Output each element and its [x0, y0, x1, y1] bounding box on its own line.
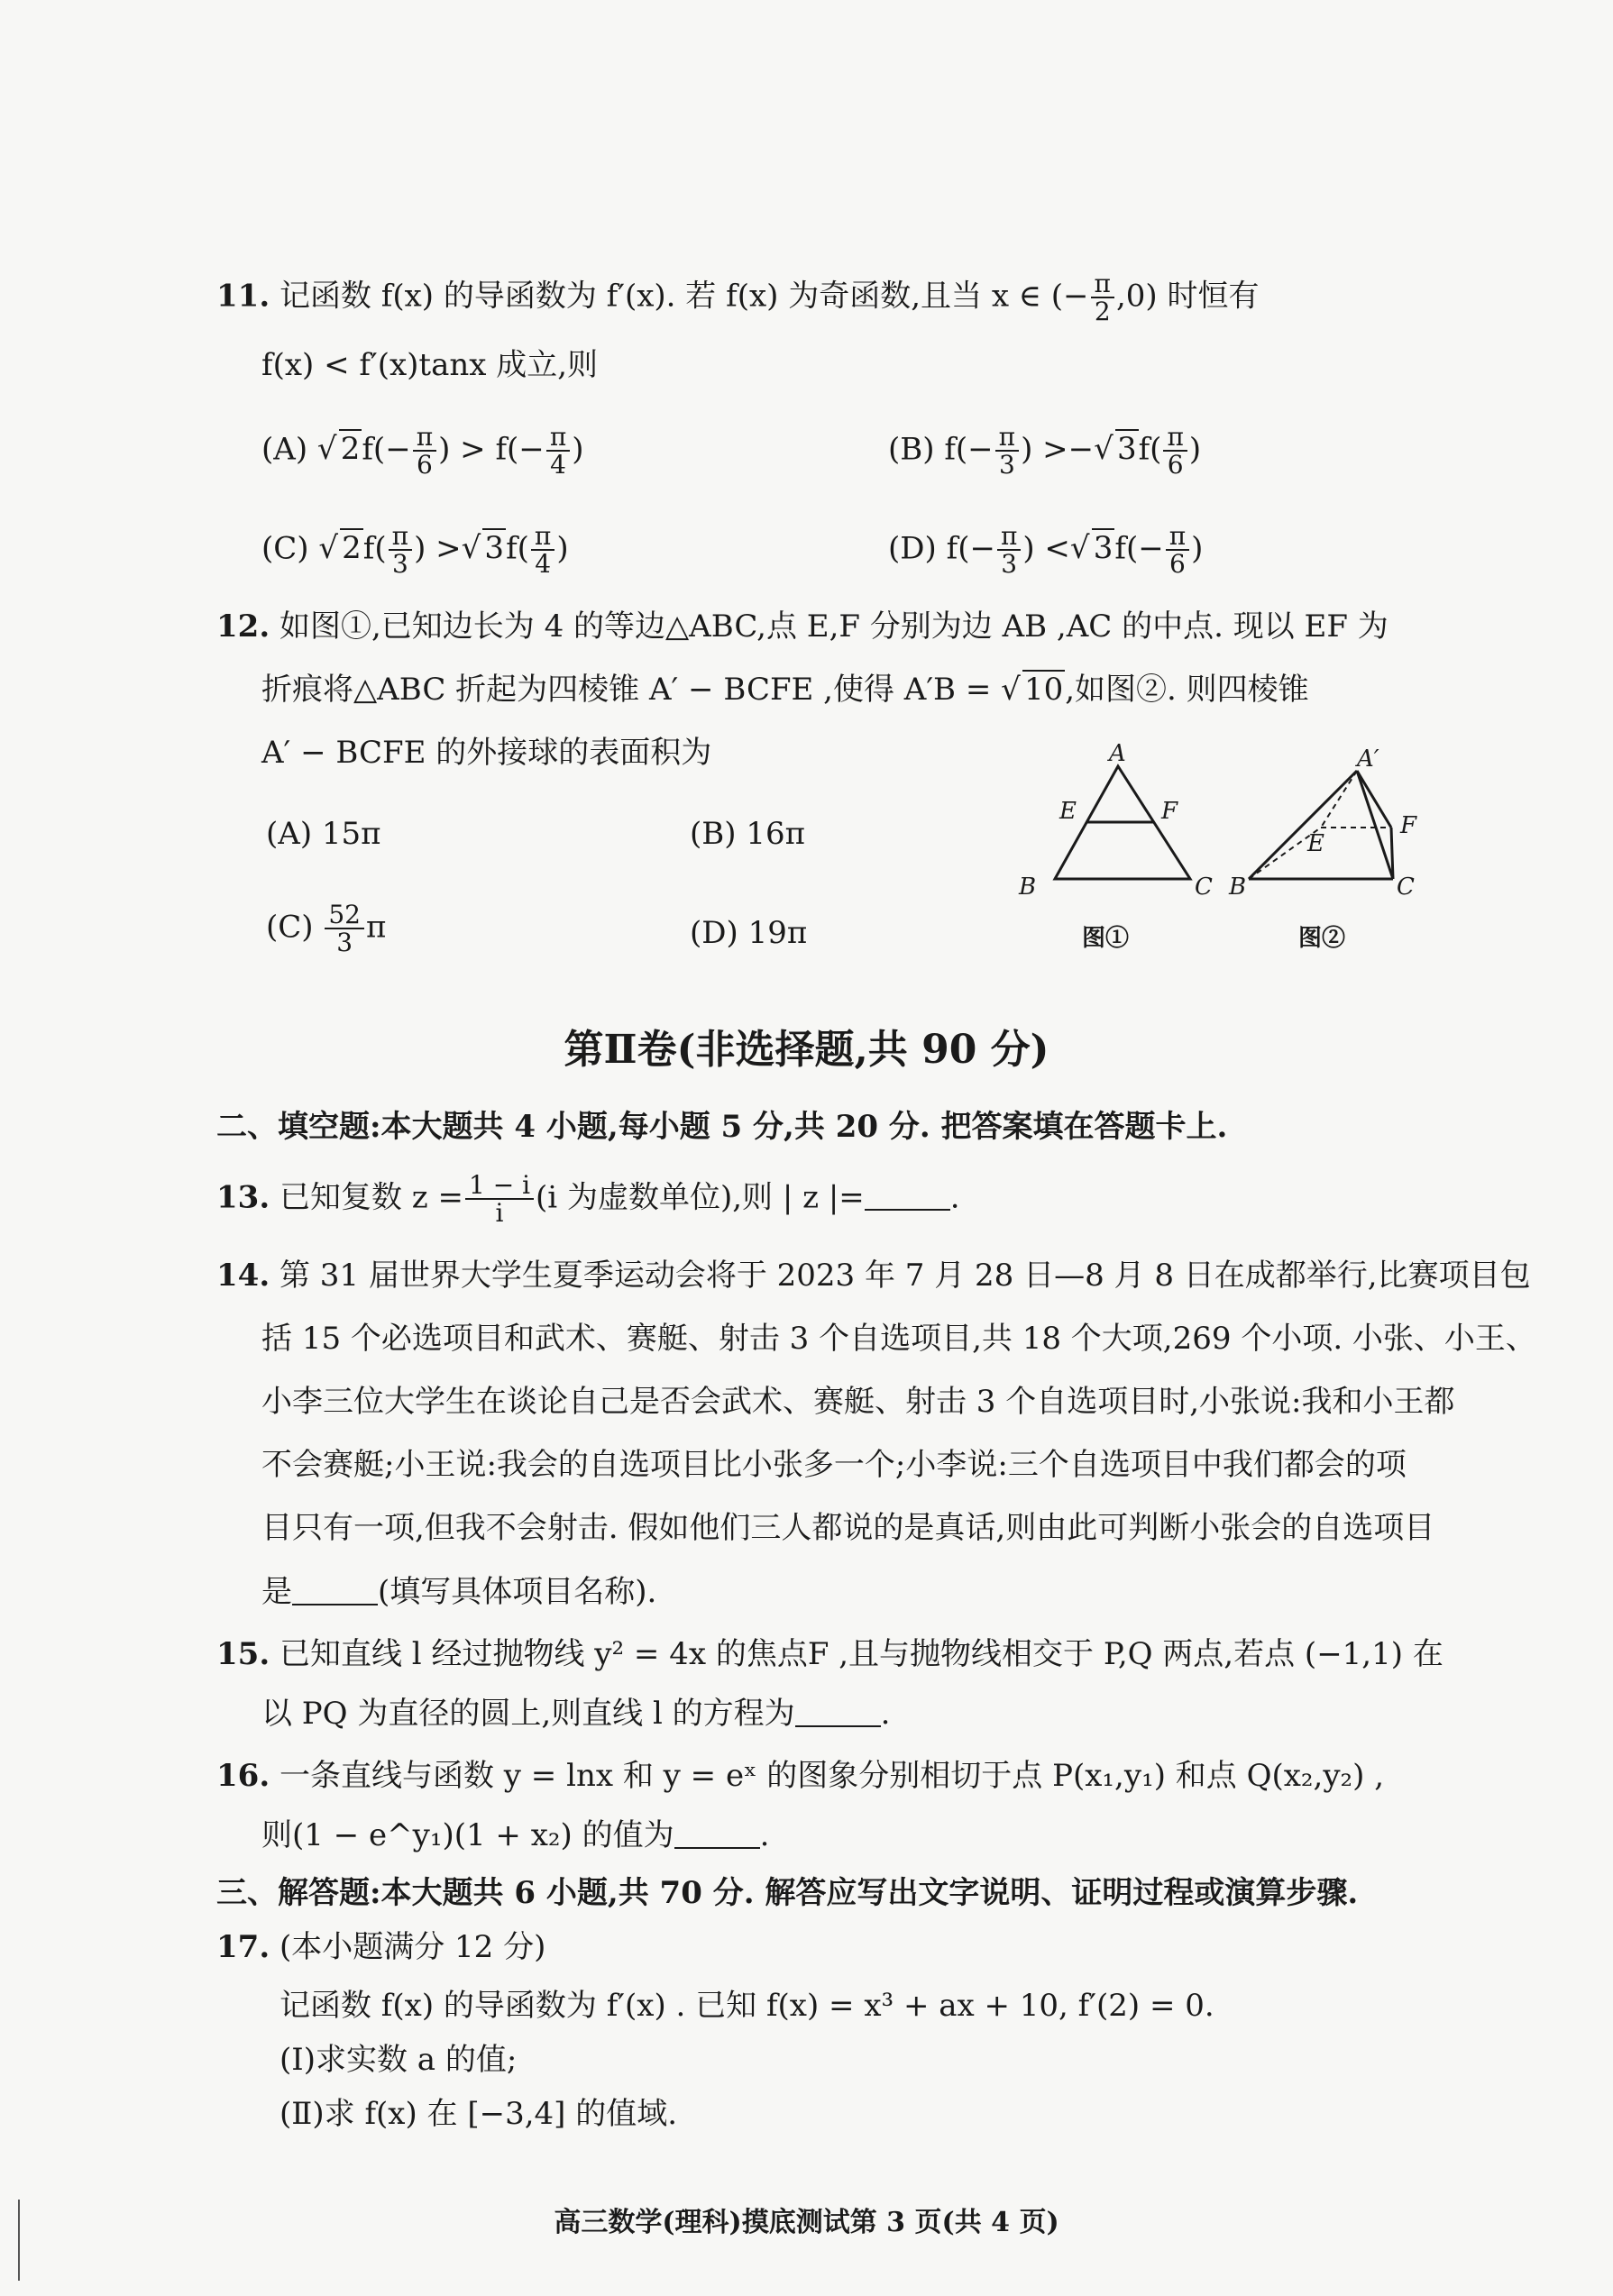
sqrt: √ 10 — [1001, 672, 1065, 709]
label-f: F — [1400, 812, 1417, 839]
q15-number: 15. — [216, 1636, 270, 1672]
q12-option-d: (D) 19π — [690, 915, 808, 951]
q16-end: . — [759, 1817, 770, 1853]
option-label: (C) — [261, 530, 309, 567]
option-label: (C) — [266, 909, 314, 946]
scan-edge-line — [18, 2200, 20, 2281]
q14-line3: 小李三位大学生在谈论自己是否会武术、赛艇、射击 3 个自选项目时,小张说:我和小王都 — [261, 1384, 1455, 1420]
frac-num: π — [1091, 270, 1114, 298]
part-3-heading: 三、解答题:本大题共 6 小题,共 70 分. 解答应写出文字说明、证明过程或演算步骤. — [216, 1875, 1359, 1911]
q16-line2 — [261, 1816, 769, 1854]
fraction: $\frac{\pi}{3}$ — [997, 523, 1021, 578]
expr: f(− — [362, 431, 411, 468]
q13-text: (i 为虚数单位),则 | z |= — [536, 1179, 865, 1216]
fraction: $\frac{\pi}{4}$ — [546, 424, 570, 479]
expr: f(− — [1114, 530, 1164, 567]
q17-part2: (Ⅱ)求 f(x) 在 [−3,4] 的值域. — [280, 2096, 678, 2132]
q12-option-b: (B) 16π — [690, 816, 805, 852]
q12-option-a: (A) 15π — [266, 816, 381, 852]
expr: f(− — [946, 530, 995, 567]
q13-text: 已知复数 z = — [279, 1179, 463, 1216]
q12-text: ,如图②. 则四棱锥 — [1065, 672, 1309, 708]
expr: f( — [362, 530, 387, 567]
expr: ) — [556, 530, 569, 567]
label-e: E — [1059, 798, 1077, 825]
label-e: E — [1307, 830, 1324, 857]
q11-stem1a: 记函数 f(x) 的导函数为 f′(x). 若 f(x) 为奇函数,且当 x ∈ (− — [279, 278, 1089, 315]
expr: ) — [572, 431, 584, 468]
fraction: $\frac{\pi}{6}$ — [1163, 424, 1187, 479]
q11-number: 11. — [216, 278, 270, 315]
frac-den: 2 — [1094, 297, 1111, 327]
q16-text: 则(1 − e^y₁)(1 + x₂) 的值为 — [261, 1817, 674, 1853]
fraction: $\frac{52}{3}$ — [325, 901, 364, 956]
q14-line4: 不会赛艇;小王说:我会的自选项目比小张多一个;小李说:三个自选项目中我们都会的项 — [261, 1447, 1407, 1483]
q17-points: (本小题满分 12 分) — [279, 1929, 546, 1965]
part-2-heading: 二、填空题:本大题共 4 小题,每小题 5 分,共 20 分. 把答案填在答题卡上. — [216, 1109, 1228, 1145]
label-c: C — [1397, 874, 1415, 901]
q17-line1: 记函数 f(x) 的导函数为 f′(x) . 已知 f(x) = x³ + ax + 10, f′(2) = 0. — [280, 1988, 1214, 2024]
q12-number: 12. — [216, 608, 270, 645]
q12-text: 如图①,已知边长为 4 的等边△ABC,点 E,F 分别为边 AB ,AC 的中点. 现以 EF 为 — [279, 608, 1388, 645]
q13-end: . — [949, 1179, 960, 1216]
fraction: $\frac{\pi}{3}$ — [995, 424, 1019, 479]
expr: ) — [1191, 530, 1204, 567]
expr: ) — [1188, 431, 1202, 468]
label-b: B — [1019, 874, 1037, 901]
option-label: (B) — [888, 431, 935, 468]
q14-text: (填写具体项目名称). — [378, 1574, 657, 1610]
sqrt: √ 2 — [318, 530, 362, 566]
expr: ) >− — [1021, 431, 1095, 468]
q16-number: 16. — [216, 1758, 270, 1794]
q15-line1 — [216, 1636, 1443, 1673]
fraction: $\frac{1 - i}{i}$ — [465, 1172, 534, 1227]
q12-line3: A′ − BCFE 的外接球的表面积为 — [261, 735, 712, 771]
q15-line2 — [261, 1695, 890, 1733]
expr: π — [366, 909, 387, 946]
figure-1-caption: 图① — [1082, 925, 1130, 952]
answer-blank[interactable] — [795, 1695, 881, 1727]
q14-line2: 括 15 个必选项目和武术、赛艇、射击 3 个自选项目,共 18 个大项,269 个小项. 小张、小王、 — [261, 1321, 1536, 1357]
expr: ) < — [1022, 530, 1070, 567]
q14-number: 14. — [216, 1258, 270, 1294]
sqrt: √ 3 — [1094, 431, 1138, 467]
q11-stem-line2: f(x) < f′(x)tanx 成立,则 — [261, 347, 599, 383]
label-a: A — [1109, 740, 1126, 767]
q16-line1 — [216, 1758, 1384, 1795]
q13-number: 13. — [216, 1179, 270, 1216]
section-2-title: 第Ⅱ卷(非选择题,共 90 分) — [564, 1027, 1049, 1073]
figure-2-caption: 图② — [1298, 925, 1346, 952]
fraction: $\frac{\pi}{6}$ — [413, 424, 436, 479]
q16-text: 一条直线与函数 y = lnx 和 y = eˣ 的图象分别相切于点 P(x₁,y₁) 和点 Q(x₂,y₂) , — [279, 1758, 1385, 1794]
sqrt: √ 2 — [317, 431, 362, 467]
expr: f( — [1138, 431, 1162, 468]
option-label: (D) — [888, 530, 937, 567]
q14-line5: 目只有一项,但我不会射击. 假如他们三人都说的是真话,则由此可判断小张会的自选项目 — [261, 1510, 1435, 1546]
fraction: $\frac{\pi}{6}$ — [1166, 523, 1189, 578]
q14-text: 第 31 届世界大学生夏季运动会将于 2023 年 7 月 28 日—8 月 8 日在成都举行,比赛项目包 — [279, 1258, 1531, 1294]
expr: ) > f(− — [438, 431, 545, 468]
option-label: (A) — [261, 431, 308, 468]
expr: f( — [506, 530, 529, 567]
sqrt: √ 3 — [1070, 530, 1114, 566]
q15-text: 已知直线 l 经过抛物线 y² = 4x 的焦点F ,且与抛物线相交于 P,Q 两点,若点 (−1,1) 在 — [279, 1636, 1443, 1672]
label-f: F — [1161, 798, 1178, 825]
sqrt: √ 3 — [462, 530, 506, 566]
q12-text: 折痕将△ABC 折起为四棱锥 A′ − BCFE ,使得 A′B = — [261, 672, 992, 708]
label-c: C — [1195, 874, 1213, 901]
q15-end: . — [880, 1696, 891, 1732]
answer-blank[interactable] — [674, 1816, 760, 1849]
q17-header — [216, 1929, 545, 1966]
q14-text: 是 — [261, 1574, 292, 1610]
q17-number: 17. — [216, 1929, 270, 1965]
expr: f(− — [944, 431, 994, 468]
q15-text: 以 PQ 为直径的圆上,则直线 l 的方程为 — [261, 1696, 795, 1732]
q17-part1: (Ⅰ)求实数 a 的值; — [280, 2042, 518, 2078]
label-b: B — [1229, 874, 1247, 901]
label-a-prime: A′ — [1357, 746, 1379, 773]
expr: ) > — [414, 530, 462, 567]
fraction: $\frac{\pi}{3}$ — [389, 523, 412, 578]
page-footer: 高三数学(理科)摸底测试第 3 页(共 4 页) — [554, 2207, 1059, 2238]
fraction: $\frac{\pi}{4}$ — [531, 523, 554, 578]
q11-stem1b: ,0) 时恒有 — [1115, 278, 1260, 315]
